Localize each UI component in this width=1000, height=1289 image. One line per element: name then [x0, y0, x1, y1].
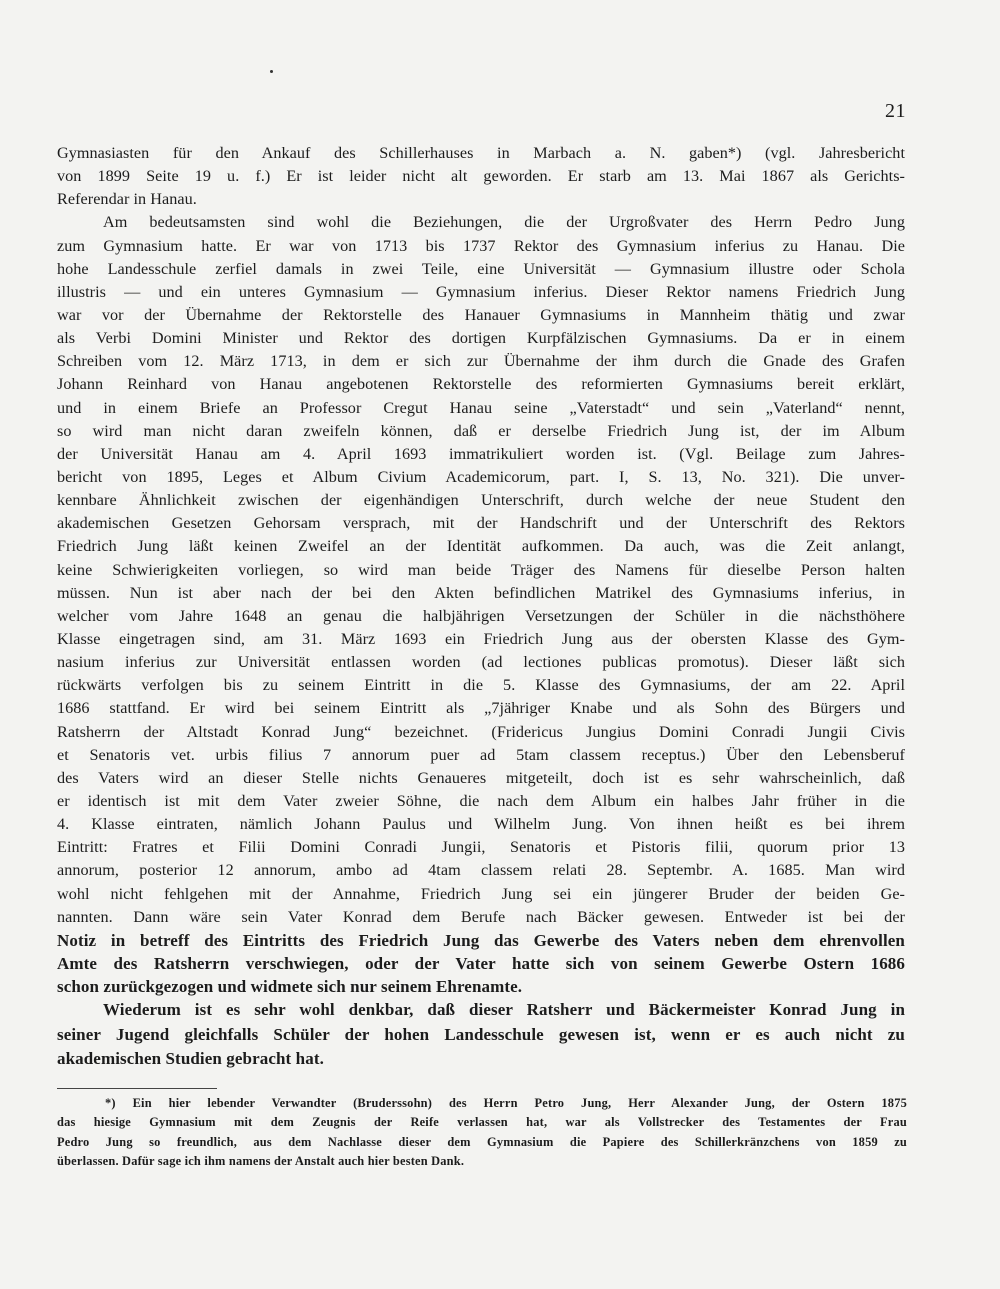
text-line: Notiz in betreff des Eintritts des Friedrich Jung das Gewerbe des Vaters neben dem ehrenvollen: [57, 930, 905, 950]
text-line: müssen. Nun ist aber nach der bei den Akten befindlichen Matrikel des Gymnasiums inferius, in: [57, 583, 905, 602]
text-line: akademischen Gesetzen Gehorsam versprach, mit der Handschrift und der Unterschrift des Rektors: [57, 514, 905, 533]
text-line: war vor der Übernahme der Rektorstelle des Hanauer Gymnasiums in Mannheim thätig und zwar: [57, 305, 905, 324]
text-line: Eintritt: Fratres et Filii Domini Conradi Jungii, Senatoris et Pistoris filii, quorum prior 13: [57, 838, 905, 857]
footnote-divider: [57, 1088, 217, 1089]
text-line: Gymnasiasten für den Ankauf des Schillerhauses in Marbach a. N. gaben*) (vgl. Jahresbericht: [57, 144, 905, 162]
text-line: hohe Landesschule zerfiel damals in zwei Teile, eine Universität — Gymnasium illustre oder Schola: [57, 259, 905, 278]
text-line: Schreiben vom 12. März 1713, in dem er sich zur Übernahme der ihm durch die Gnade des Grafen: [57, 352, 905, 371]
footnote-line: das hiesige Gymnasium mit dem Zeugnis der Reife verlassen hat, war als Vollstrecker des Testamentes der Frau: [57, 1115, 907, 1130]
text-line: er identisch ist mit dem Vater zweier Söhne, die nach dem Album ein halbes Jahr früher in die: [57, 791, 905, 810]
footnote: [57, 1094, 907, 1171]
text-line: keine Schwierigkeiten vorliegen, so wird man beide Träger des Namens für dieselbe Person halten: [57, 560, 905, 579]
text-line: nasium inferius zur Universität entlassen worden (ad lectiones publicas promotus). Dieser läßt sich: [57, 653, 905, 672]
text-line: kennbare Ähnlichkeit zwischen der eigenhändigen Unterschrift, durch welche der neue Student den: [57, 491, 905, 510]
text-line: wohl nicht fehlgehen mit der Annahme, Friedrich Jung sei ein jüngerer Bruder der beiden Ge-: [57, 884, 905, 903]
text-line: Referendar in Hanau.: [57, 190, 197, 209]
text-line: 4. Klasse eintraten, nämlich Johann Paulus und Wilhelm Jung. Von ihnen heißt es bei ihrem: [57, 815, 905, 834]
text-line: zum Gymnasium hatte. Er war von 1713 bis 1737 Rektor des Gymnasium inferius zu Hanau. Die: [57, 236, 905, 255]
text-line: als Verbi Domini Minister und Rektor des dortigen Kurpfälzischen Gymnasiums. Da er in einem: [57, 329, 905, 348]
page-number: 21: [885, 100, 906, 122]
footnote-line: überlassen. Dafür sage ich ihm namens der Anstalt auch hier besten Dank.: [57, 1153, 465, 1168]
paragraph-start-line: Wiederum ist es sehr wohl denkbar, daß dieser Ratsherr und Bäckermeister Konrad Jung in: [103, 1000, 905, 1020]
text-line: et Senatoris vet. urbis filius 7 annorum puer ad 5tam classem receptus.) Über den Lebensberuf: [57, 745, 905, 764]
ink-speck: [270, 70, 273, 73]
text-line: akademischen Studien gebracht hat.: [57, 1049, 324, 1069]
text-line: welcher vom Jahre 1648 an genau die halbjährigen Versetzungen der Schüler in die nächsthöhere: [57, 606, 905, 625]
text-line: Amte des Ratsherrn verschwiegen, oder der Vater hatte sich von seinem Gewerbe Ostern 1686: [57, 953, 905, 973]
text-line: nannten. Dann wäre sein Vater Konrad dem Berufe nach Bäcker gewesen. Entweder ist bei der: [57, 907, 905, 926]
text-line: Klasse eingetragen sind, am 31. März 1693 ein Friedrich Jung aus der obersten Klasse des Gym-: [57, 629, 905, 648]
text-line: so wird man nicht daran zweifeln können, daß er derselbe Friedrich Jung ist, der im Album: [57, 421, 905, 440]
body-text: [57, 142, 905, 1072]
text-line: seiner Jugend gleichfalls Schüler der hohen Landesschule gewesen ist, wenn er es auch nicht zu: [57, 1024, 905, 1044]
text-line: von 1899 Seite 19 u. f.) Er ist leider nicht alt geworden. Er starb am 13. Mai 1867 als Gerichts-: [57, 167, 905, 186]
footnote-line: Pedro Jung so freundlich, aus dem Nachlasse dieser dem Gymnasium die Papiere des Schillerkränzchens von 1859 zu: [57, 1134, 907, 1149]
text-line: der Universität Hanau am 4. April 1693 immatrikuliert worden ist. (Vgl. Beilage zum Jahres-: [57, 444, 905, 463]
text-line: rückwärts verfolgen bis zu seinem Eintritt in die 5. Klasse des Gymnasiums, der am 22. April: [57, 676, 905, 695]
text-line: annorum, posterior 12 annorum, ambo ad 4tam classem relati 28. Septembr. A. 1685. Man wird: [57, 861, 905, 880]
text-line: schon zurückgezogen und widmete sich nur seinem Ehrenamte.: [57, 977, 523, 997]
text-line: illustris — und ein unteres Gymnasium — Gymnasium inferius. Dieser Rektor namens Friedrich Jung: [57, 282, 905, 301]
text-line: und in einem Briefe an Professor Cregut Hanau seine „Vaterstadt“ und sein „Vaterland“ nennt,: [57, 398, 905, 417]
text-line: bericht von 1895, Leges et Album Civium Academicorum, part. I, S. 13, No. 321). Die unver-: [57, 467, 905, 486]
paragraph-start-line: Am bedeutsamsten sind wohl die Beziehungen, die der Urgroßvater des Herrn Pedro Jung: [103, 213, 905, 232]
text-line: Ratsherrn der Altstadt Konrad Jung“ bezeichnet. (Fridericus Jungius Domini Conradi Jungii Civis: [57, 722, 905, 741]
text-line: 1686 stattfand. Er wird bei seinem Eintritt als „7jähriger Knabe und als Sohn des Bürgers und: [57, 699, 905, 718]
text-line: Johann Reinhard von Hanau angebotenen Rektorstelle des reformierten Gymnasiums bereit erklärt,: [57, 375, 905, 394]
text-line: Friedrich Jung läßt keinen Zweifel an der Identität aufkommen. Da auch, was die Zeit anlangt,: [57, 537, 905, 556]
footnote-line: *) Ein hier lebender Verwandter (Bruderssohn) des Herrn Petro Jung, Herr Alexander Jung, der Ostern 1875: [105, 1096, 907, 1110]
text-line: des Vaters wird an dieser Stelle nichts Genaueres mitgeteilt, doch ist es sehr wahrscheinlich, daß: [57, 768, 905, 787]
